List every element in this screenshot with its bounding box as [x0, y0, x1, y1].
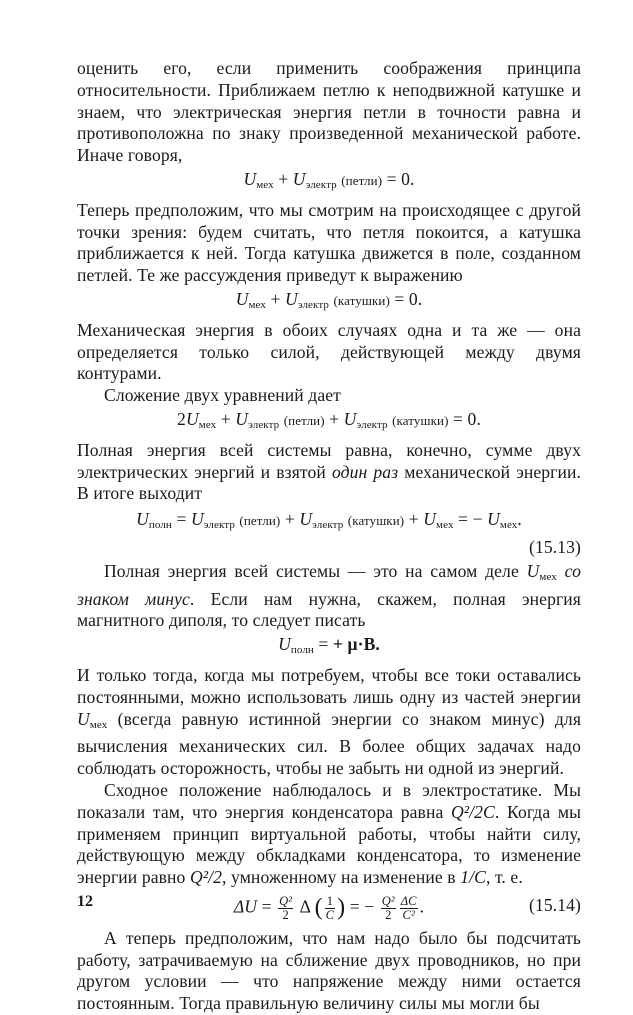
paragraph-6: Полная энергия всей системы — это на самом деле $U_{мех}$ со знаком минус. Если нам нужна, скажем, полная энергия магнитного диполя, то следует писать — [77, 560, 582, 631]
paragraph-3: Механическая энергия в обоих случаях одна и та же — она определяется только силой, действующей между двумя контурами. — [77, 319, 581, 384]
paragraph-2: Теперь предположим, что мы смотрим на происходящее с другой точки зрения: будем считать, что петля покоится, а катушка приближается к ней. Тогда катушка движется в поле, созданном петлей. Те же рассуждения приведут к выражению — [77, 199, 581, 286]
equation-label-15-13: (15.13) — [528, 536, 581, 557]
equation-loop: $U_{мех} + U_{электр}$ (петли) = 0. — [243, 168, 415, 191]
fraction-q2-over-2-b: $\frac{\text{Q²}}{2}$ — [381, 893, 395, 922]
equation-label-15-14: (15.14) — [528, 894, 581, 915]
equation-dipole: $U_{полн}$ = + μ·B. — [278, 634, 380, 657]
paragraph-5: Полная энергия всей системы равна, конечно, сумме двух электрических энергий и взятой один раз механической энергии. В итоге выходит — [77, 439, 582, 504]
paragraph-8: Сходное положение наблюдалось и в электростатике. Мы показали там, что энергия конденсатора равна Q²/2C. Когда мы применяем принцип виртуальной работы, чтобы найти силу, действующую между обкладками конденсатора, то изменение энергии равно Q²/2, умноженному на изменение в 1/C, т. е. — [77, 779, 581, 888]
paragraph-7: И только тогда, когда мы потребуем, чтобы все токи оставались постоянными, можно использовать лишь одну из частей энергии $U_{мех}$ (всегда равную истинной энергии со знаком минус) для вычисления механических сил. В более общих задачах надо соблюдать осторожность, чтобы не забыть ни одной из энергий. — [77, 664, 582, 779]
paragraph-4: Сложение двух уравнений дает — [104, 385, 341, 406]
body-text — [77, 58, 581, 1015]
fraction-1-over-c: $\frac{1}{C}$ — [325, 893, 335, 922]
paragraph-9: А теперь предположим, что нам надо было бы подсчитать работу, затрачиваемую на сближение двух проводников, но при другом условии — что напряжение между ними остается постоянным. Тогда правильную величину силы мы могли бы — [77, 927, 581, 1014]
fraction-dc-over-c2: $\frac{\Delta C}{\text{C²}}$ — [400, 893, 417, 922]
paragraph-1: оценить его, если применить соображения принципа относительности. Приближаем петлю к неподвижной катушке и знаем, что электрическая энергия петли в точности равна и противоположна по знаку произведенной механической работе. Иначе говоря, — [77, 58, 581, 166]
equation-sum: $2U_{мех} + U_{электр}$ (петли) + $U_{электр}$ (катушки) = 0. — [177, 408, 481, 431]
fraction-q2-over-2: $\frac{\text{Q²}}{2}$ — [279, 893, 293, 922]
equation-15-13: $U_{полн} = U_{электр}$ (петли) + $U_{электр}$ (катушки) + $U_{мех}$ = − $U_{мех}$. (15.13) — [77, 509, 581, 559]
equation-15-14: ΔU = $\frac{\text{Q²}}{2}$ Δ ( $\frac{1}{C}$ ) = − $\frac{\text{Q²}}{2}$ $\frac{\Delta C}{\text{C²}}$ . (15.14) — [233, 893, 581, 922]
equation-coil: $U_{мех} + U_{электр}$ (катушки) = 0. — [235, 288, 423, 311]
page-number: 12 — [77, 893, 93, 910]
